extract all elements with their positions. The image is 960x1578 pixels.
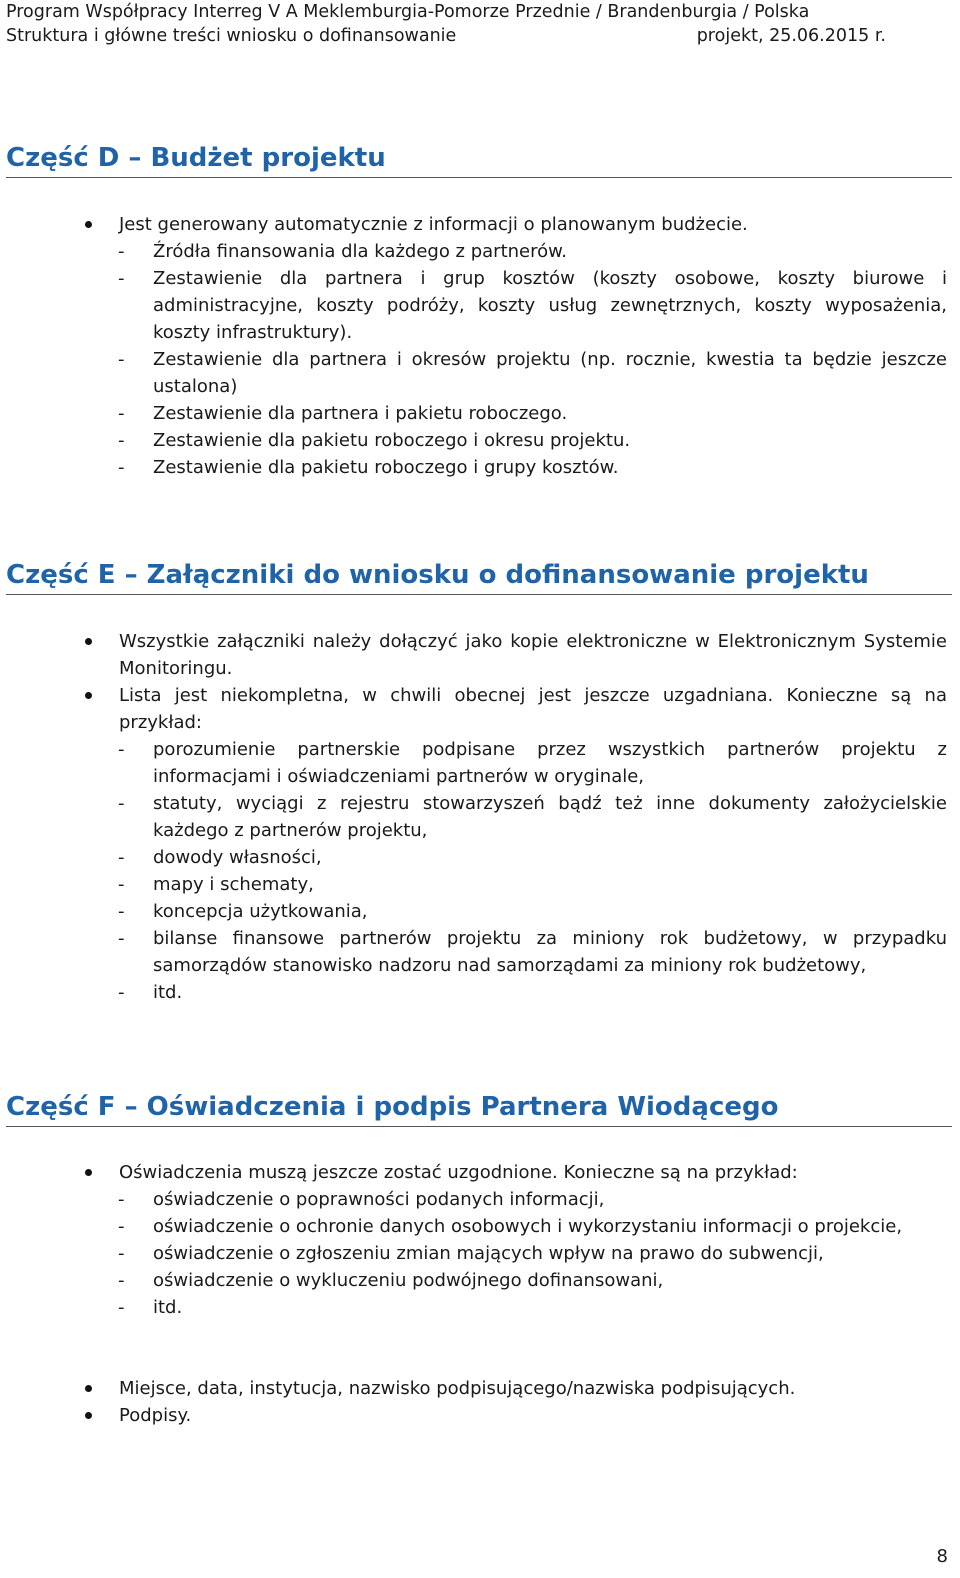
list-item: - oświadczenie o zgłoszeniu zmian mających wpływ na prawo do subwencji,	[0, 1240, 960, 1267]
list-item: - oświadczenie o poprawności podanych informacji,	[0, 1186, 960, 1213]
list-item: - porozumienie partnerskie podpisane przez wszystkich partnerów projektu z informacjami i oświadczeniami partnerów w oryginale,	[0, 736, 960, 790]
list-item: - mapy i schematy,	[0, 871, 960, 898]
page-header	[6, 0, 886, 48]
list-item: - Zestawienie dla pakietu roboczego i okresu projektu.	[0, 427, 960, 454]
list-item: - Źródła finansowania dla każdego z partnerów.	[0, 238, 960, 265]
list-gap	[0, 1321, 960, 1348]
list-item: - statuty, wyciągi z rejestru stowarzyszeń bądź też inne dokumenty założycielskie każdego z partnerów projektu,	[0, 790, 960, 844]
section-f-list	[0, 1159, 960, 1429]
list-item: - Zestawienie dla partnera i pakietu roboczego.	[0, 400, 960, 427]
header-version: projekt, 25.06.2015 r.	[696, 26, 886, 46]
header-program: Program Współpracy Interreg V A Meklemburgia-Pomorze Przednie / Brandenburgia / Polska	[6, 2, 810, 22]
list-item: - koncepcja użytkowania,	[0, 898, 960, 925]
list-item: - oświadczenie o ochronie danych osobowych i wykorzystaniu informacji o projekcie,	[0, 1213, 960, 1240]
section-d-list	[0, 211, 960, 481]
section-e-title: Część E – Załączniki do wniosku o dofinansowanie projektu	[6, 558, 952, 595]
list-item: - Zestawienie dla pakietu roboczego i grupy kosztów.	[0, 454, 960, 481]
page-number: 8	[936, 1546, 948, 1567]
list-item: Lista jest niekompletna, w chwili obecnej jest jeszcze uzgadniana. Konieczne są na przykład:	[0, 682, 960, 736]
list-item: - dowody własności,	[0, 844, 960, 871]
list-item: - oświadczenie o wykluczeniu podwójnego dofinansowani,	[0, 1267, 960, 1294]
section-e-list	[0, 628, 960, 1006]
list-item: - itd.	[0, 1294, 960, 1321]
header-subtitle-line	[6, 24, 886, 48]
list-item: - itd.	[0, 979, 960, 1006]
section-f-title: Część F – Oświadczenia i podpis Partnera Wiodącego	[6, 1090, 952, 1127]
list-item: Jest generowany automatycznie z informacji o planowanym budżecie.	[0, 211, 960, 238]
list-item: Oświadczenia muszą jeszcze zostać uzgodnione. Konieczne są na przykład:	[0, 1159, 960, 1186]
list-gap	[0, 1348, 960, 1375]
list-item: - Zestawienie dla partnera i grup kosztów (koszty osobowe, koszty biurowe i administracyjne, koszty podróży, koszty usług zewnętrznych, koszty wyposażenia, koszty infrastruktury).	[0, 265, 960, 346]
list-item: - bilanse finansowe partnerów projektu za miniony rok budżetowy, w przypadku samorządów stanowisko nadzoru nad samorządami za miniony rok budżetowy,	[0, 925, 960, 979]
list-item: Podpisy.	[0, 1402, 960, 1429]
list-item: - Zestawienie dla partnera i okresów projektu (np. rocznie, kwestia ta będzie jeszcze ustalona)	[0, 346, 960, 400]
header-program-line	[6, 0, 886, 24]
list-item: Wszystkie załączniki należy dołączyć jako kopie elektroniczne w Elektronicznym Systemie Monitoringu.	[0, 628, 960, 682]
list-item: Miejsce, data, instytucja, nazwisko podpisującego/nazwiska podpisujących.	[0, 1375, 960, 1402]
section-d-title: Część D – Budżet projektu	[6, 141, 952, 178]
header-subtitle: Struktura i główne treści wniosku o dofinansowanie	[6, 26, 457, 46]
